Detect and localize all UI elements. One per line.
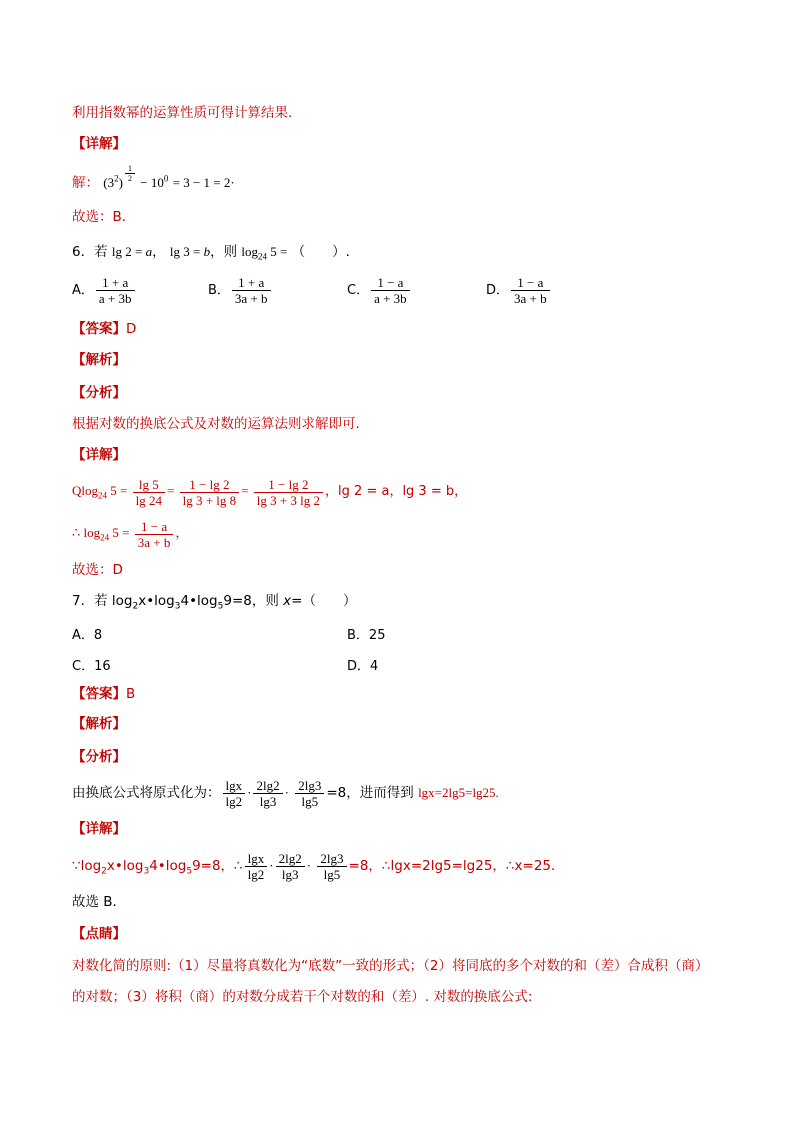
- denominator: lg 3 + lg 8: [182, 492, 237, 508]
- comment-header: 【点睛】: [72, 926, 126, 942]
- q6-detail-line2: ∴ $\log_{24} 5$ = $\frac{1 - a}{3a + b}$ ，: [72, 518, 189, 550]
- q7-detail-tail: =8，∴lgx=2lg5=lg25，∴x=25．: [348, 858, 565, 874]
- numerator: 1 + a: [96, 275, 135, 291]
- q7-option-d[interactable]: [347, 655, 378, 674]
- denominator: lg5: [323, 866, 341, 882]
- denominator: lg5: [301, 793, 319, 809]
- because-text: x•log: [106, 858, 144, 874]
- option-value: 25: [368, 628, 386, 643]
- option-value: 16: [94, 659, 111, 674]
- q7-stem: [72, 592, 356, 610]
- q7-frac-2-detail: [276, 851, 305, 882]
- q6-option-d[interactable]: [486, 275, 552, 306]
- q6-stem-prefix: 6．若: [72, 244, 108, 260]
- fenxi-header: 【分析】: [72, 749, 126, 765]
- q6-detail-header: [72, 446, 126, 464]
- detail-header-label: 【详解】: [72, 136, 126, 152]
- sub: 2: [132, 601, 139, 612]
- dot: ·: [306, 858, 312, 873]
- q6-fenxi-header: [72, 384, 126, 402]
- q6-answer-value: D: [126, 321, 137, 337]
- q7-frac-x-detail: [245, 851, 268, 882]
- q6-option-c[interactable]: [347, 275, 412, 306]
- option-label: D．: [486, 283, 510, 298]
- q5-solution: 解： $(3^2)$ $^{\frac{1}{2}}$ − $10^0 = 3 - 1 = 2\cdot$: [72, 164, 235, 191]
- numerator: 1 − lg 2: [254, 477, 323, 493]
- numerator: lg 5: [133, 477, 165, 493]
- q6-eq1: lg 2 = a: [111, 244, 153, 259]
- q7-stem-prefix: 7．若 log: [72, 593, 133, 609]
- denominator: a + 3b: [374, 291, 407, 306]
- q6-analysis-text: 根据对数的换底公式及对数的运算法则求解即可.: [72, 416, 360, 432]
- q7-analysis-header: [72, 715, 126, 733]
- analysis-header: 【解析】: [72, 352, 126, 368]
- q7-result1: lgx=2lg5=lg25.: [418, 785, 499, 800]
- therefore-symbol: ∴: [72, 525, 81, 540]
- q6-detail-line1: Qlog$_{24}$ 5 = $\frac{\lg 5}{\lg 24}$ = $\frac{1 - \lg 2}{\lg 3 + \lg 8}$ = $\frac{1 - \lg 2}{\lg 3 + 3 \lg 2}$ ，lg 2 = a，lg 3 = b，: [72, 476, 468, 508]
- detail-header: 【详解】: [72, 447, 126, 463]
- q6-target: $\log_{24} 5$ =: [241, 244, 288, 262]
- q7-stem-text: 4•log: [180, 593, 218, 609]
- numerator: 2lg3: [295, 778, 324, 794]
- q7-analysis-prefix: 由换底公式将原式化为：: [72, 785, 221, 801]
- q7-frac-3: [295, 778, 324, 809]
- numerator: lgx: [223, 778, 246, 794]
- q6-given: ，lg 2 = a，lg 3 = b，: [325, 484, 468, 499]
- q7-eq8: =8，进而得到: [326, 785, 414, 801]
- q6-sep: ，: [152, 244, 166, 260]
- dot: ·: [247, 785, 252, 800]
- sub: 5: [217, 601, 224, 612]
- q7-option-b[interactable]: [347, 624, 385, 643]
- q6-end: ，: [175, 525, 189, 540]
- q6-answer: [72, 320, 136, 338]
- sub: 5: [186, 866, 193, 877]
- q7-comment-line2: 的对数；（3）将积（商）的对数分成若干个对数的和（差）. 对数的换底公式:: [72, 989, 533, 1005]
- q7-detail-header: [72, 820, 126, 838]
- numerator: 1 − a: [371, 275, 410, 291]
- answer-header: 【答案】: [72, 321, 126, 337]
- because-text: 9=8，∴: [192, 858, 243, 874]
- option-value: 4: [370, 659, 379, 674]
- numerator: 1 − a: [511, 275, 550, 291]
- numerator: 2lg2: [253, 778, 282, 794]
- q6-conclusion: 故选：D: [72, 562, 123, 578]
- q5-expression: $(3^2)$ $^{\frac{1}{2}}$ − $10^0$: [103, 164, 169, 190]
- option-label: B．: [208, 283, 230, 298]
- analysis-header: 【解析】: [72, 716, 126, 732]
- numerator: 1 − a: [135, 519, 174, 535]
- sub: 2: [101, 866, 107, 877]
- q7-answer: [72, 685, 135, 703]
- option-label: B．: [347, 628, 369, 643]
- option-label: A．: [72, 628, 94, 643]
- q7-conclusion: 故选 B．: [72, 894, 127, 910]
- sub: 3: [143, 866, 150, 877]
- denominator: lg3: [259, 793, 277, 809]
- q7-frac-2: [253, 778, 282, 809]
- q6-frac2: [180, 477, 240, 508]
- answer-header: 【答案】: [72, 686, 126, 702]
- q7-stem-text: x•log: [138, 593, 175, 609]
- denominator: 3a + b: [234, 291, 268, 306]
- q6-option-a[interactable]: [72, 275, 137, 306]
- q-symbol: Q: [72, 483, 82, 498]
- q6-stem: [72, 243, 350, 261]
- q7-comment-line1: 对数化简的原则:（1）尽量将真数化为“底数”一致的形式；（2）将同底的多个对数的和（差）合成积（商）: [72, 958, 709, 974]
- q7-stem-end: =（ ）: [291, 593, 357, 609]
- denominator: 3a + b: [514, 291, 547, 306]
- q7-fenxi-header: [72, 748, 126, 766]
- sub: 3: [174, 601, 181, 612]
- q7-stem-text: 9=8，则: [223, 593, 279, 609]
- option-label: C．: [72, 659, 95, 674]
- numerator: lgx: [245, 851, 268, 867]
- q6-sep2: ，则: [210, 244, 238, 260]
- option-label: D．: [347, 659, 371, 674]
- q5-conclusion: 故选：B．: [72, 209, 136, 225]
- denominator: lg2: [225, 793, 243, 809]
- denominator: a + 3b: [98, 291, 132, 306]
- fenxi-header: 【分析】: [72, 385, 126, 401]
- denominator: lg 24: [135, 492, 162, 508]
- q7-option-a[interactable]: [72, 624, 102, 643]
- solution-label: 解：: [72, 174, 99, 191]
- q6-eq2: lg 3 = b: [169, 244, 211, 259]
- q6-frac3: [254, 477, 323, 508]
- q7-option-c[interactable]: [72, 655, 111, 674]
- dot: ·: [284, 785, 289, 800]
- q6-option-b[interactable]: [208, 275, 273, 306]
- q5-result: = 3 − 1 = 2: [172, 174, 231, 190]
- option-fraction: [232, 275, 271, 306]
- q7-var: x: [283, 593, 292, 609]
- q6-stem-end: （ ）.: [291, 244, 350, 260]
- q7-analysis-line: [72, 775, 499, 811]
- numerator: 1 − lg 2: [180, 477, 240, 493]
- numerator: 1 + a: [232, 275, 271, 291]
- option-fraction: [511, 275, 550, 306]
- numerator: 2lg2: [276, 851, 305, 867]
- q7-frac-3-detail: [317, 851, 346, 882]
- because-text: 4•log: [149, 858, 187, 874]
- q7-answer-value: B: [126, 686, 136, 702]
- dot: ·: [269, 858, 274, 873]
- intro-text: 利用指数幂的运算性质可得计算结果.: [72, 105, 293, 121]
- q7-frac-x: [223, 778, 246, 809]
- option-fraction: [371, 275, 410, 306]
- denominator: lg2: [247, 866, 265, 882]
- q6-analysis-header: [72, 351, 126, 369]
- detail-header-q5: [72, 135, 126, 153]
- numerator: 2lg3: [317, 851, 346, 867]
- option-fraction: [96, 275, 135, 306]
- q6-frac4: [135, 519, 174, 550]
- q6-frac1: [133, 477, 165, 508]
- q7-detail-line: [72, 848, 565, 884]
- option-label: A．: [72, 283, 94, 298]
- denominator: lg3: [281, 866, 299, 882]
- detail-header: 【详解】: [72, 821, 126, 837]
- option-value: 8: [93, 628, 103, 643]
- denominator: 3a + b: [137, 534, 171, 550]
- option-label: C．: [347, 283, 370, 298]
- denominator: lg 3 + 3 lg 2: [256, 492, 321, 508]
- q7-comment-header: [72, 925, 126, 943]
- because-text: ∵log: [72, 858, 102, 874]
